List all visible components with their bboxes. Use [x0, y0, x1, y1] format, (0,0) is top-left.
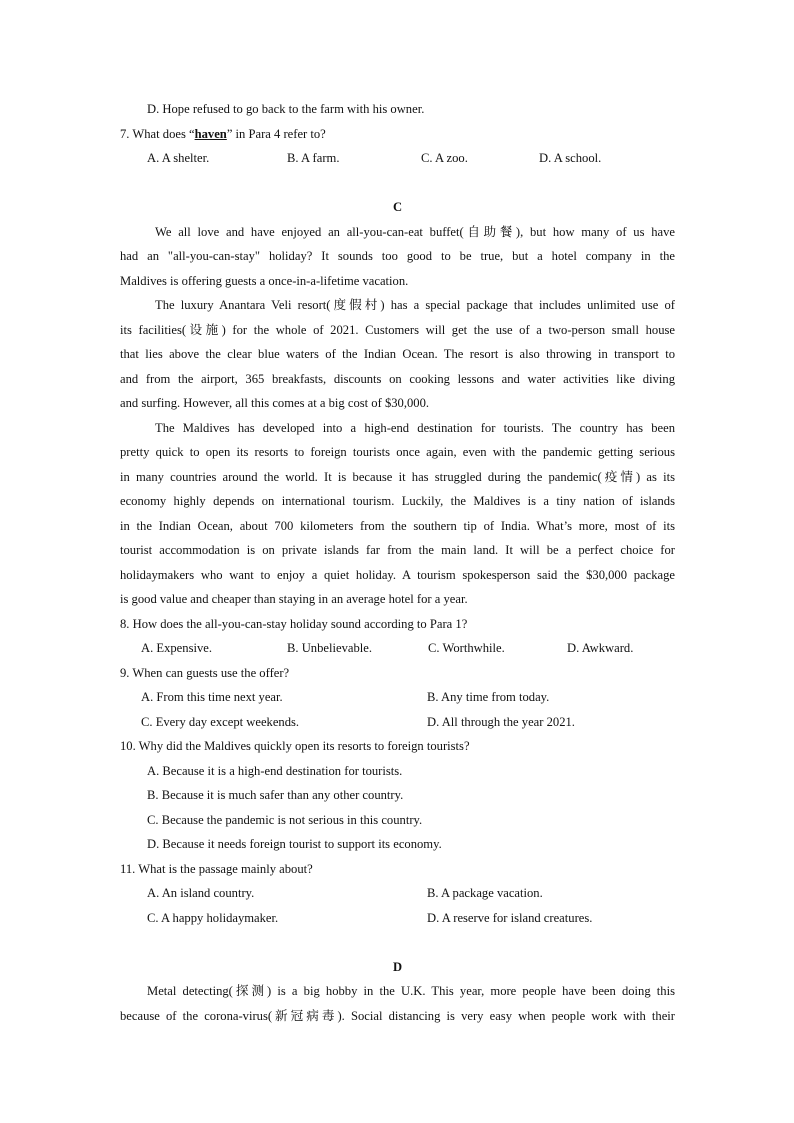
q8-option-a: A. Expensive. — [141, 641, 212, 655]
exam-page — [120, 97, 675, 1028]
q10-question: 10. Why did the Maldives quickly open its resorts to foreign tourists? — [120, 739, 470, 753]
q7-option-b: B. A farm. — [287, 151, 340, 165]
section-c-heading: C — [392, 200, 403, 214]
section-c-p1-line2: had an "all-you-can-stay" holiday? It sounds too good to be true, but a hotel company in the — [120, 249, 675, 263]
q7-option-d: D. A school. — [539, 151, 602, 165]
section-c-p3-line5: in the Indian Ocean, about 700 kilometers from the southern tip of India. What’s more, most of its — [120, 518, 675, 533]
q11-option-b: B. A package vacation. — [427, 886, 543, 900]
q9-options-row2 — [120, 710, 675, 735]
section-d-p1-line2: because of the corona-virus(新冠病毒). Social distancing is very easy when people work with their — [120, 1008, 675, 1023]
section-c-p2-line4: and from the airport, 365 breakfasts, discounts on cooking lessons and water activities like diving — [120, 371, 675, 386]
section-c-p3-line2: pretty quick to open its resorts to foreign tourists once again, even with the pandemic getting serious — [120, 445, 675, 459]
spacer — [120, 171, 675, 196]
q10-option-d: D. Because it needs foreign tourist to support its economy. — [147, 837, 442, 851]
section-c-p2-line3: that lies above the clear blue waters of the Indian Ocean. The resort is also throwing in transport to — [120, 347, 675, 361]
q8-question: 8. How does the all-you-can-stay holiday sound according to Para 1? — [120, 616, 468, 631]
q8-option-c: C. Worthwhile. — [428, 641, 505, 655]
section-c-p2-line5: and surfing. However, all this comes at a big cost of $30,000. — [120, 396, 430, 410]
q6-option-d: D. Hope refused to go back to the farm with his owner. — [147, 102, 425, 116]
section-c-p3-line6: tourist accommodation is on private islands far from the main land. It will be a perfect choice for — [120, 543, 675, 557]
q8-option-b: B. Unbelievable. — [287, 641, 372, 655]
q9-options-row1 — [120, 685, 675, 710]
q9-option-c: C. Every day except weekends. — [141, 714, 300, 729]
q9-option-b: B. Any time from today. — [427, 690, 550, 704]
q11-options-row1 — [120, 881, 675, 906]
spacer — [120, 930, 675, 955]
q11-option-d: D. A reserve for island creatures. — [427, 910, 593, 925]
q10-option-a: A. Because it is a high-end destination for tourists. — [147, 763, 403, 778]
q10-option-c: C. Because the pandemic is not serious in this country. — [147, 812, 423, 827]
q7-option-c: C. A zoo. — [421, 151, 468, 165]
section-c-p1-line1: We all love and have enjoyed an all-you-can-eat buffet(自助餐), but how many of us have — [155, 224, 675, 239]
q11-option-a: A. An island country. — [147, 886, 255, 900]
section-c-p3-line3: in many countries around the world. It is because it has struggled during the pandemic(疫情) as its — [120, 469, 675, 484]
q9-question: 9. When can guests use the offer? — [120, 665, 290, 680]
q7-keyword: haven — [194, 126, 227, 141]
section-c-p3-line4: economy highly depends on international tourism. Luckily, the Maldives is a tiny nation of islands — [120, 494, 675, 508]
section-c-p3-line8: is good value and cheaper than staying in an average hotel for a year. — [120, 592, 468, 606]
q8-options — [120, 636, 675, 661]
section-c-p3-line1: The Maldives has developed into a high-end destination for tourists. The country has been — [155, 420, 675, 435]
q8-option-d: D. Awkward. — [567, 641, 634, 655]
section-c-p1-line3: Maldives is offering guests a once-in-a-lifetime vacation. — [120, 273, 409, 288]
q11-question: 11. What is the passage mainly about? — [120, 861, 313, 876]
section-c-p2-line1: The luxury Anantara Veli resort(度假村) has a special package that includes unlimited use of — [155, 298, 675, 312]
q11-options-row2 — [120, 906, 675, 931]
section-c-p2-line2: its facilities(设施) for the whole of 2021. Customers will get the use of a two-person small house — [120, 322, 675, 337]
q9-option-a: A. From this time next year. — [141, 690, 283, 704]
section-d-heading: D — [392, 959, 403, 974]
section-c-p3-line7: holidaymakers who want to enjoy a quiet holiday. A tourism spokesperson said the $30,000 package — [120, 567, 675, 582]
section-d-p1-line1: Metal detecting(探测) is a big hobby in the U.K. This year, more people have been doing this — [147, 984, 675, 998]
q7-options — [120, 146, 675, 171]
q10-option-b: B. Because it is much safer than any other country. — [147, 788, 404, 802]
q7-option-a: A. A shelter. — [147, 151, 210, 165]
q11-option-c: C. A happy holidaymaker. — [147, 910, 279, 925]
q7-question: 7. What does “haven” in Para 4 refer to? — [120, 126, 326, 141]
q9-option-d: D. All through the year 2021. — [427, 714, 575, 729]
